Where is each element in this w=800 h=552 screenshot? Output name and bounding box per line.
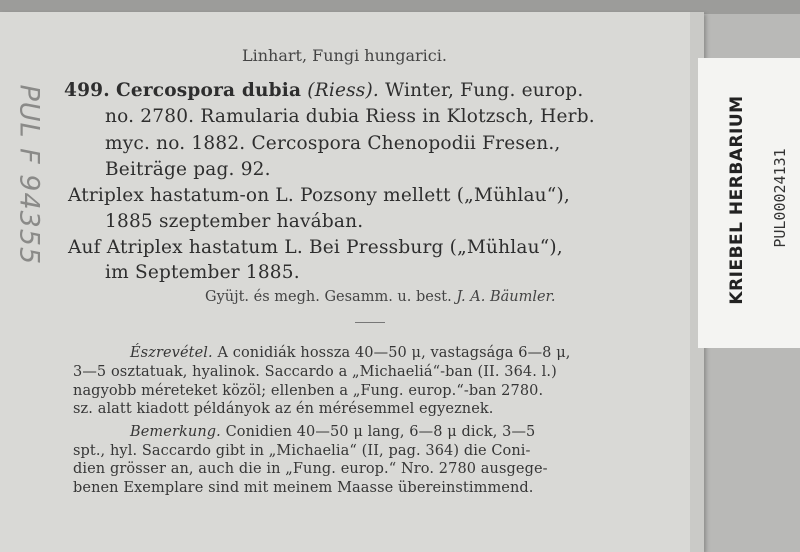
entry-line-1-rest: Winter, Fung. europ. <box>385 80 584 101</box>
herbarium-name: KRIEBEL HERBARIUM <box>727 95 747 305</box>
hu-note-line-1 <box>130 345 570 361</box>
entry-number: 499. <box>64 80 110 101</box>
herbarium-barcode-label <box>698 58 800 348</box>
handwritten-accession <box>6 84 45 266</box>
de-note-line-3: dien grösser an, auch die in „Fung. europ.“ Nro. 2780 ausgege- <box>73 461 548 477</box>
de-note-text-1: Conidien 40—50 μ lang, 6—8 μ dick, 3—5 <box>225 424 536 440</box>
entry-line-3: myc. no. 1882. Cercospora Chenopodii Fresen., <box>105 133 561 154</box>
entry-line-2: no. 2780. Ramularia dubia Riess in Klotzsch, Herb. <box>105 106 595 127</box>
entry-line-6: 1885 szeptember havában. <box>105 211 364 232</box>
entry-line-5: Atriplex hastatum-on L. Pozsony mellett („Mühlau“), <box>68 185 570 206</box>
de-note-line-2: spt., hyl. Saccardo gibt in „Michaelia“ (II, pag. 364) die Coni- <box>73 443 531 459</box>
entry-line-8: im September 1885. <box>105 262 300 283</box>
hu-note-line-2: 3—5 osztatuak, hyalinok. Saccardo a „Michaeliá“-ban (II. 364. l.) <box>73 364 557 380</box>
handwritten-accession-text: PUL F 94355 <box>13 84 45 266</box>
hu-note-text-1: A conidiák hossza 40—50 μ, vastagsága 6—8 μ, <box>217 345 571 361</box>
series-header: Linhart, Fungi hungarici. <box>242 46 447 65</box>
collector-name: J. A. Bäumler. <box>456 289 556 305</box>
collector-prefix: Gyüjt. és megh. Gesamm. u. best. <box>205 289 452 305</box>
species-author: (Riess). <box>307 80 379 101</box>
hu-note-line-3: nagyobb méreteket közöl; ellenben a „Fung. europ.“-ban 2780. <box>73 383 544 399</box>
barcode-number: PUL00024131 <box>771 148 789 248</box>
entry-line-7: Auf Atriplex hastatum L. Bei Pressburg („Mühlau“), <box>68 237 563 258</box>
hu-note-label: Észrevétel. <box>130 345 213 361</box>
divider-rule <box>355 322 385 323</box>
entry-line-4: Beiträge pag. 92. <box>105 159 271 180</box>
hu-note-line-4: sz. alatt kiadott példányok az én mérésemmel egyeznek. <box>73 401 494 417</box>
de-note-line-1 <box>130 424 535 440</box>
collector-line <box>205 289 556 305</box>
de-note-label: Bemerkung. <box>130 424 221 440</box>
entry-line-1 <box>64 80 583 101</box>
de-note-line-4: benen Exemplare sind mit meinem Maasse übereinstimmend. <box>73 480 534 496</box>
species-name: Cercospora dubia <box>115 80 302 101</box>
